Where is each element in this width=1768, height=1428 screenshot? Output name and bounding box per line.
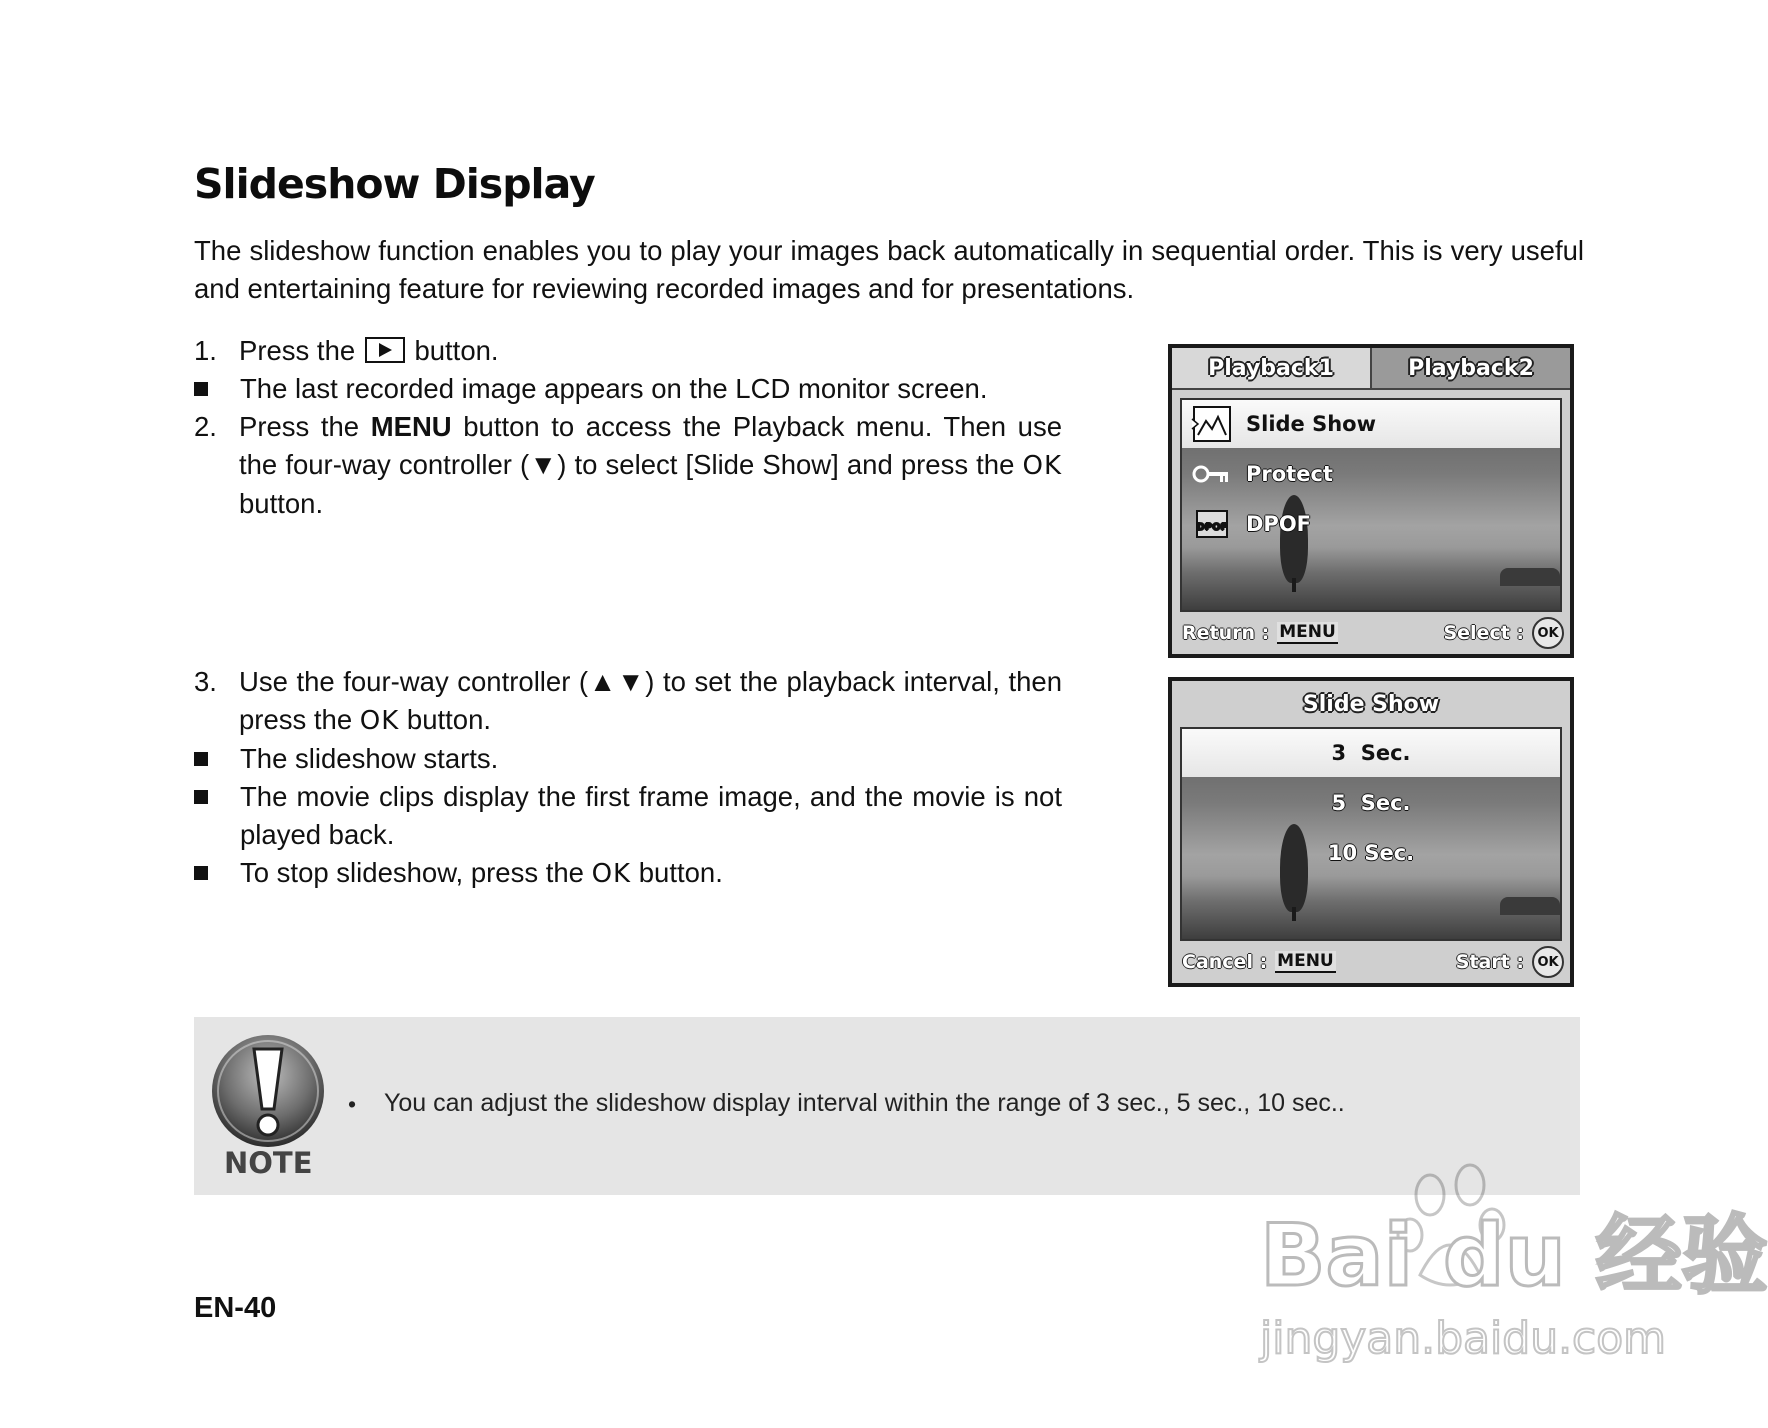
watermark-url: jingyan.baidu.com <box>1260 1313 1667 1364</box>
step-text: button. <box>406 704 492 735</box>
step-3-bullet <box>194 778 1062 854</box>
interval-option-10[interactable] <box>1182 829 1560 877</box>
page-number: EN-40 <box>194 1292 277 1324</box>
note-bullet: • <box>348 1091 357 1117</box>
page-title: Slideshow Display <box>194 160 595 208</box>
tab-playback1[interactable]: Playback1 <box>1172 348 1370 388</box>
ok-key-label: OK <box>591 859 632 889</box>
menu-key-label: MENU <box>370 411 452 442</box>
distant-trees <box>1500 568 1560 586</box>
step-3 <box>194 663 1062 740</box>
ok-button[interactable]: OK <box>1532 946 1564 978</box>
step-text: button. <box>239 488 324 519</box>
steps-list-bottom <box>194 663 1062 893</box>
menu-item-label: Protect <box>1246 462 1333 486</box>
step-number: 3. <box>194 666 217 697</box>
tree-trunk <box>1292 907 1296 921</box>
baidu-watermark-logo <box>1260 1165 1768 1365</box>
warning-exclamation-icon <box>210 1033 326 1149</box>
interval-option-5[interactable] <box>1182 779 1560 827</box>
menu-item-label: DPOF <box>1246 512 1312 536</box>
tree-trunk <box>1292 578 1296 592</box>
menu-item-protect[interactable] <box>1182 450 1560 498</box>
cancel-label: Cancel : <box>1182 951 1268 973</box>
step-3-bullet <box>194 740 1062 778</box>
step-text: Press the <box>239 411 360 442</box>
start-label: Start : <box>1455 951 1524 973</box>
select-label: Select : <box>1443 622 1524 644</box>
step-1-bullet <box>194 370 1062 408</box>
intro-paragraph: The slideshow function enables you to play your images back automatically in sequential order. This is very useful and entertaining feature for reviewing recorded images and for presentations. <box>194 235 1584 304</box>
lcd-playback-menu <box>1168 344 1574 658</box>
ok-key-label: OK <box>1022 451 1062 481</box>
lcd-footer <box>1172 612 1570 654</box>
lcd-screen-title: Slide Show <box>1302 692 1440 717</box>
slideshow-icon <box>1182 405 1242 443</box>
lcd-background-photo <box>1180 727 1562 941</box>
step-text: button to access the Playback menu. Then use the four-way controller (▼) to select [Slide Show] and press the <box>239 411 1063 480</box>
bullet-square-icon <box>194 790 208 804</box>
step-3-bullet <box>194 854 1062 893</box>
steps-list-top <box>194 332 1062 523</box>
return-label: Return : <box>1182 622 1270 644</box>
menu-item-label: Slide Show <box>1246 412 1377 436</box>
watermark-logo-text: Bai du 经验 <box>1260 1206 1768 1306</box>
dpof-icon-text: DPOF <box>1196 522 1228 533</box>
menu-button[interactable]: MENU <box>1277 951 1334 971</box>
menu-item-dpof[interactable] <box>1182 500 1560 548</box>
ok-key-label: OK <box>359 706 400 736</box>
lcd-background-photo <box>1180 398 1562 612</box>
bullet-square-icon <box>194 382 208 396</box>
step-2 <box>194 408 1062 523</box>
step-number: 2. <box>194 411 217 442</box>
bullet-text: The slideshow starts. <box>240 743 499 774</box>
dpof-icon <box>1182 507 1242 541</box>
interval-label: 5 Sec. <box>1331 791 1411 815</box>
step-number: 1. <box>194 335 217 366</box>
step-text: Press the <box>239 335 356 366</box>
lcd-footer <box>1172 941 1570 983</box>
menu-item-slide-show[interactable] <box>1182 400 1560 448</box>
interval-label: 10 Sec. <box>1327 841 1415 865</box>
distant-trees <box>1500 897 1560 915</box>
bullet-text: button. <box>638 857 723 888</box>
bullet-square-icon <box>194 866 208 880</box>
ok-button[interactable]: OK <box>1532 617 1564 649</box>
bullet-text: The last recorded image appears on the LCD monitor screen. <box>240 373 988 404</box>
bullet-text: The movie clips display the first frame image, and the movie is not played back. <box>240 781 1062 850</box>
note-text: You can adjust the slideshow display interval within the range of 3 sec., 5 sec., 10 sec.. <box>384 1089 1345 1117</box>
interval-option-3[interactable] <box>1182 729 1560 777</box>
tab-playback2[interactable]: Playback2 <box>1370 348 1570 388</box>
bullet-text: To stop slideshow, press the <box>240 857 584 888</box>
playback-button-icon <box>365 337 405 363</box>
menu-button[interactable]: MENU <box>1279 622 1336 642</box>
protect-key-icon <box>1182 462 1242 486</box>
interval-label: 3 Sec. <box>1331 741 1411 765</box>
note-label: NOTE <box>224 1146 313 1180</box>
bullet-square-icon <box>194 752 208 766</box>
step-1 <box>194 332 1062 370</box>
step-text: button. <box>414 335 499 366</box>
lcd-slide-show-interval <box>1168 677 1574 987</box>
step-text: Use the four-way controller (▲▼) to set the playback interval, then press the <box>239 666 1062 735</box>
menu-tabs <box>1172 348 1570 390</box>
